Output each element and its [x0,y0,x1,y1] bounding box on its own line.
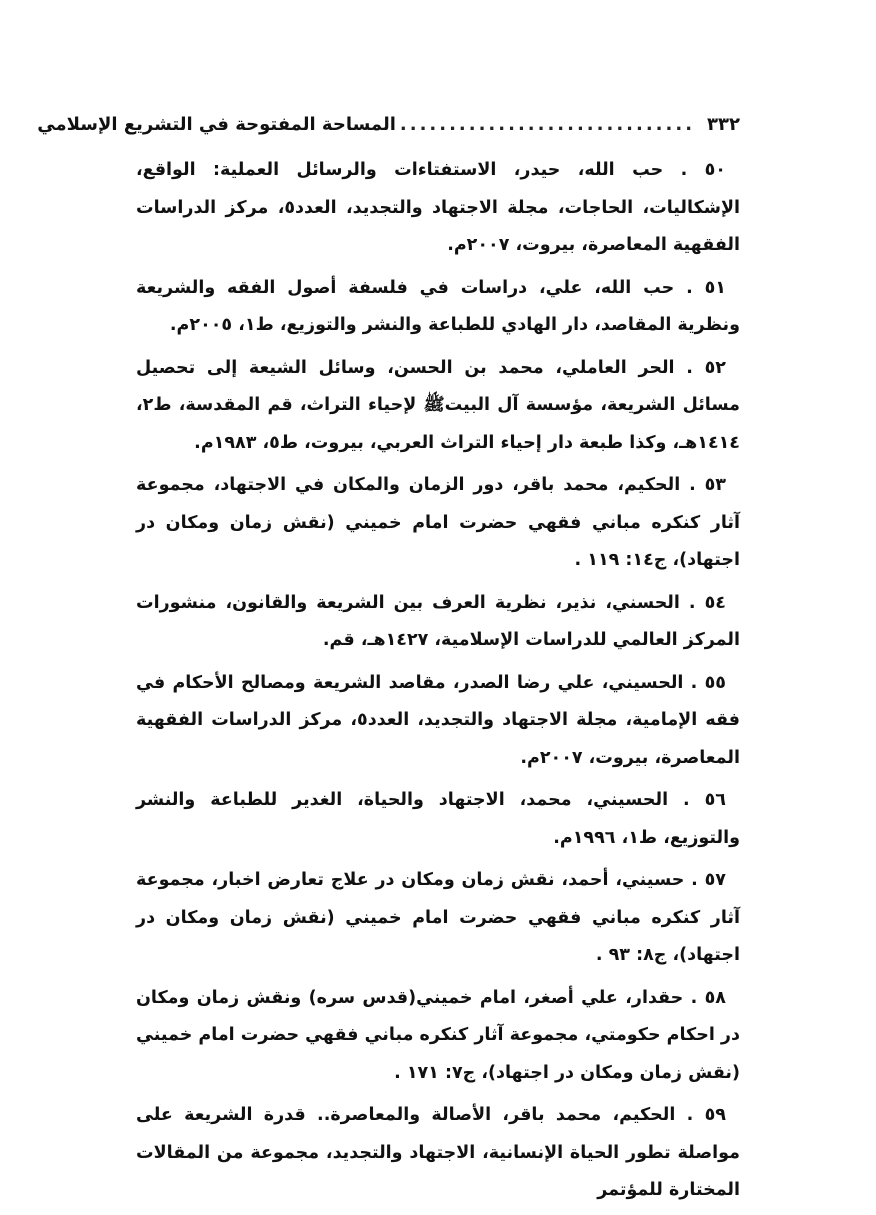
running-header [37,110,740,140]
bibliography-entry-51: ٥١ . حب الله، علي، دراسات في فلسفة أصول الفقه والشريعة ونظرية المقاصد، دار الهادي للطباعة والنشر والتوزيع، ط١، ٢٠٠٥م. [136,277,740,335]
bibliography-entry-53: ٥٣ . الحكيم، محمد باقر، دور الزمان والمكان في الاجتهاد، مجموعة آثار كنكره مباني فقهي حضرت امام خميني (نقش زمان ومكان در اجتهاد)، ج١٤: ١١٩ . [136,475,740,570]
bibliography-list [136,152,740,1210]
bibliography-entry-54: ٥٤ . الحسني، نذير، نظرية العرف بين الشريعة والقانون، منشورات المركز العالمي للدراسات الإسلامية، ١٤٢٧هـ، قم. [136,592,740,650]
document-page [37,110,740,1215]
bibliography-entry-55: ٥٥ . الحسيني، علي رضا الصدر، مقاصد الشريعة ومصالح الأحكام في فقه الإمامية، مجلة الاجتهاد والتجديد، العدد٥، مركز الدراسات الفقهية المعاصرة، بيروت، ٢٠٠٧م. [136,672,740,768]
bibliography-entry-50: ٥٠ . حب الله، حيدر، الاستفتاءات والرسائل العملية: الواقع، الإشكاليات، الحاجات، مجلة الاجتهاد والتجديد، العدد٥، مركز الدراسات الفقهية المعاصرة، بيروت، ٢٠٠٧م. [136,160,740,255]
bibliography-entry-59: ٥٩ . الحكيم، محمد باقر، الأصالة والمعاصرة.. قدرة الشريعة على مواصلة تطور الحياة الإنسانية، الاجتهاد والتجديد، مجموعة من المقالات المختارة للمؤتمر [136,1105,740,1200]
header-leader-dots: .............................. [399,114,696,135]
page-number: ٣٣٢ [707,114,740,135]
bibliography-entry-57: ٥٧ . حسيني، أحمد، نقش زمان ومكان در علاج تعارض اخبار، مجموعة آثار كنكره مباني فقهي حضرت امام خميني (نقش زمان ومكان در اجتهاد)، ج٨: ٩٣ . [136,870,740,965]
bibliography-entry-56: ٥٦ . الحسيني، محمد، الاجتهاد والحياة، الغدير للطباعة والنشر والتوزيع، ط١، ١٩٩٦م. [136,790,740,848]
bibliography-entry-52: ٥٢ . الحر العاملي، محمد بن الحسن، وسائل الشيعة إلى تحصيل مسائل الشريعة، مؤسسة آل البيتﷺ لإحياء التراث، قم المقدسة، ط٢، ١٤١٤هـ، وكذا طبعة دار إحياء التراث العربي، بيروت، ط٥، ١٩٨٣م. [136,357,740,453]
bibliography-entry-58: ٥٨ . حقدار، علي أصغر، امام خميني(قدس سره) ونقش زمان ومكان در احكام حكومتي، مجموعة آثار كنكره مباني فقهي حضرت امام خميني (نقش زمان ومكان در اجتهاد)، ج٧: ١٧١ . [136,987,740,1083]
book-title: المساحة المفتوحة في التشريع الإسلامي [37,114,396,135]
